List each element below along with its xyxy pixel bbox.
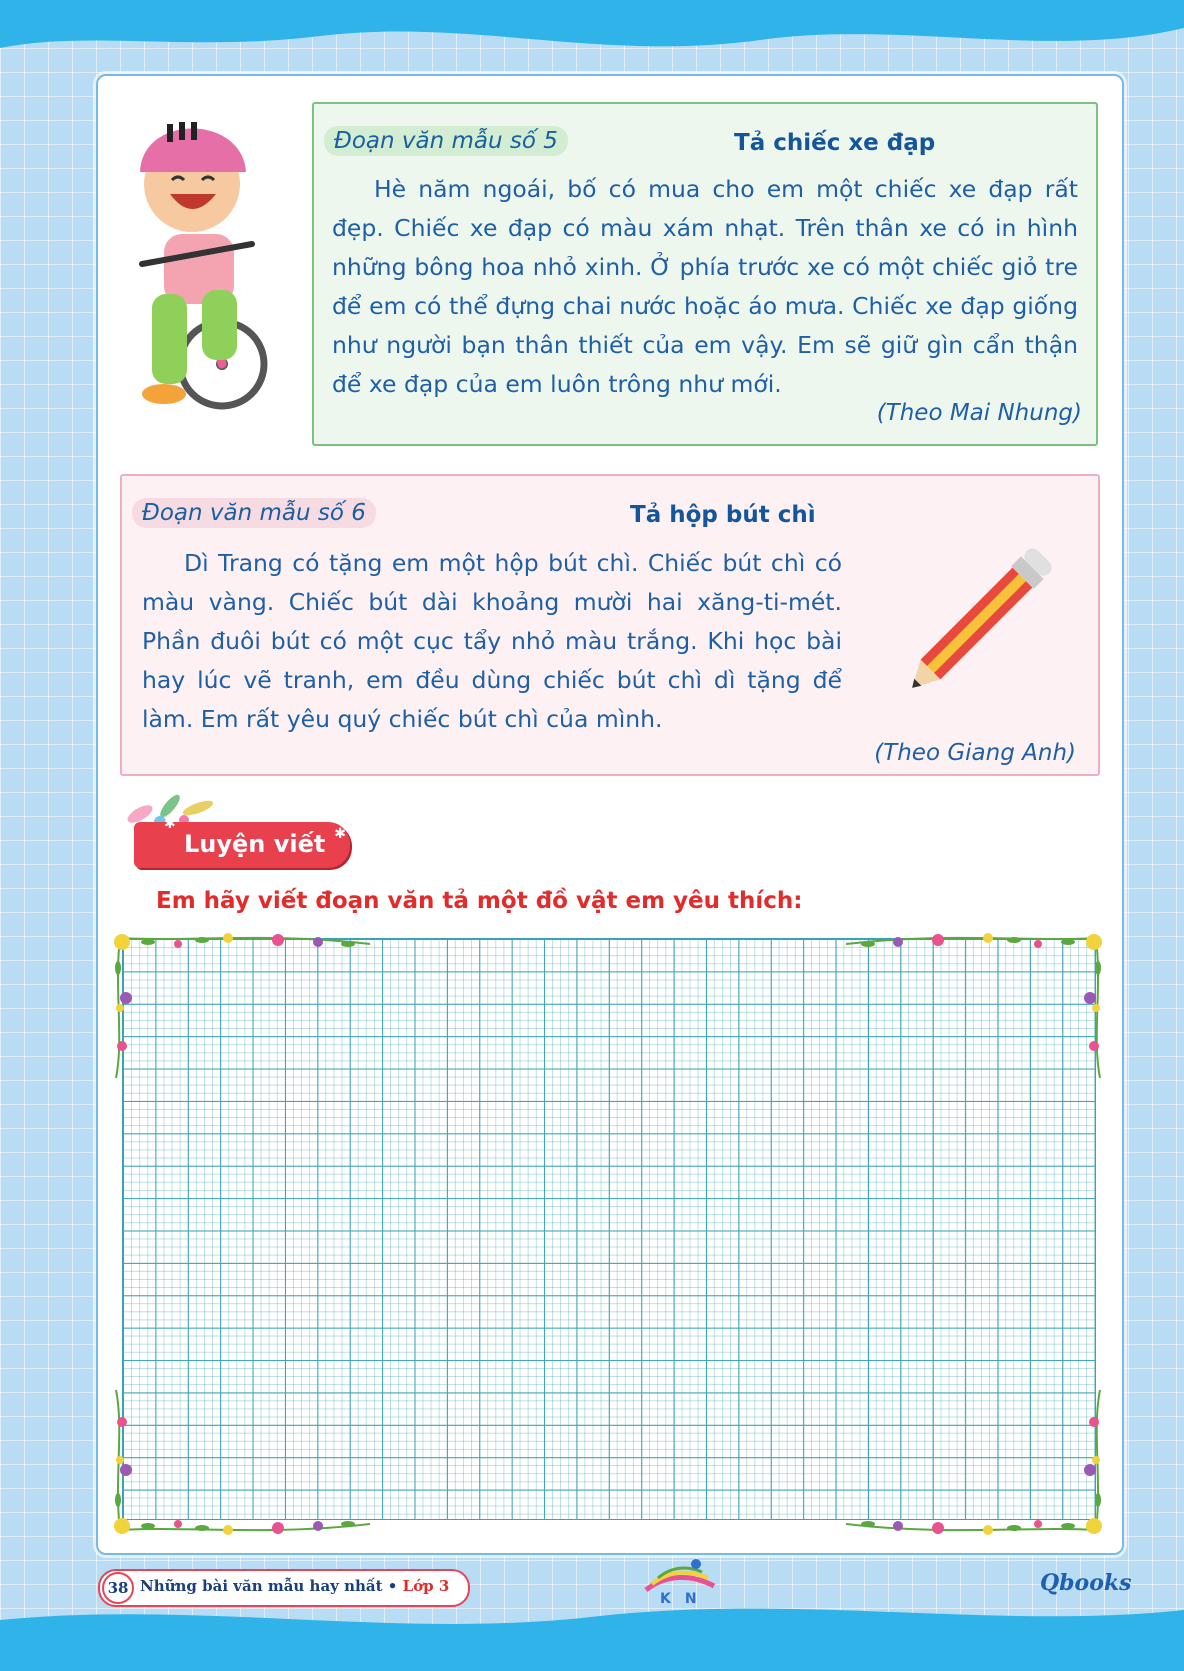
publisher-logo-text <box>660 1591 711 1607</box>
floral-corner-top-right <box>838 928 1108 1088</box>
sample-5-label: Đoạn văn mẫu số 5 <box>324 126 568 156</box>
floral-corner-bottom-left <box>108 1380 378 1540</box>
sample-6-label: Đoạn văn mẫu số 6 <box>132 498 376 528</box>
page-number: 38 <box>102 1572 134 1604</box>
grade-label: Lớp 3 <box>402 1577 450 1595</box>
book-title: Những bài văn mẫu hay nhất • <box>140 1577 398 1595</box>
sample-5-title: Tả chiếc xe đạp <box>734 130 936 156</box>
publisher-logo-letters: KN <box>660 1591 711 1607</box>
sample-6-source: (Theo Giang Anh) <box>874 740 1076 766</box>
pencil-illustration <box>880 520 1080 720</box>
star-icon: ✱ <box>334 826 346 842</box>
boy-on-bicycle-illustration <box>112 94 292 424</box>
star-icon: ✱ <box>164 816 176 832</box>
footer-title <box>140 1577 449 1595</box>
top-wave-decoration <box>0 0 1184 70</box>
sample-5-source: (Theo Mai Nhung) <box>876 400 1082 426</box>
sample-6-text: Dì Trang có tặng em một hộp bút chì. Chiếc bút chì có màu vàng. Chiếc bút dài khoảng mười hai xăng-ti-mét. Phần đuôi bút có một cục tẩy nhỏ màu trắng. Khi học bài hay lúc vẽ tranh, em đều dùng chiếc bút chì dì tặng để làm. Em rất yêu quý chiếc bút chì của mình. <box>142 549 842 733</box>
practice-section-tag <box>134 816 350 868</box>
footer-book-info <box>98 1569 470 1607</box>
sample-6-body <box>142 544 842 739</box>
sample-5-text: Hè năm ngoái, bố có mua cho em một chiếc xe đạp rất đẹp. Chiếc xe đạp có màu xám nhạt. Trên thân xe có in hình những bông hoa nhỏ xinh. Ở phía trước xe có một chiếc giỏ tre để em có thể đựng chai nước hoặc áo mưa. Chiếc xe đạp giống như người bạn thân thiết của em vậy. Em sẽ giữ gìn cẩn thận để xe đạp của em luôn trông như mới. <box>332 175 1078 398</box>
brand-logo: Qbooks <box>1040 1570 1132 1596</box>
sample-5-body <box>332 170 1078 404</box>
floral-corner-top-left <box>108 928 378 1088</box>
practice-tag-label: Luyện viết <box>184 830 326 858</box>
sample-paragraph-5 <box>312 102 1098 446</box>
sample-6-title: Tả hộp bút chì <box>630 502 816 528</box>
writing-prompt: Em hãy viết đoạn văn tả một đồ vật em yêu thích: <box>156 888 803 914</box>
floral-corner-bottom-right <box>838 1380 1108 1540</box>
